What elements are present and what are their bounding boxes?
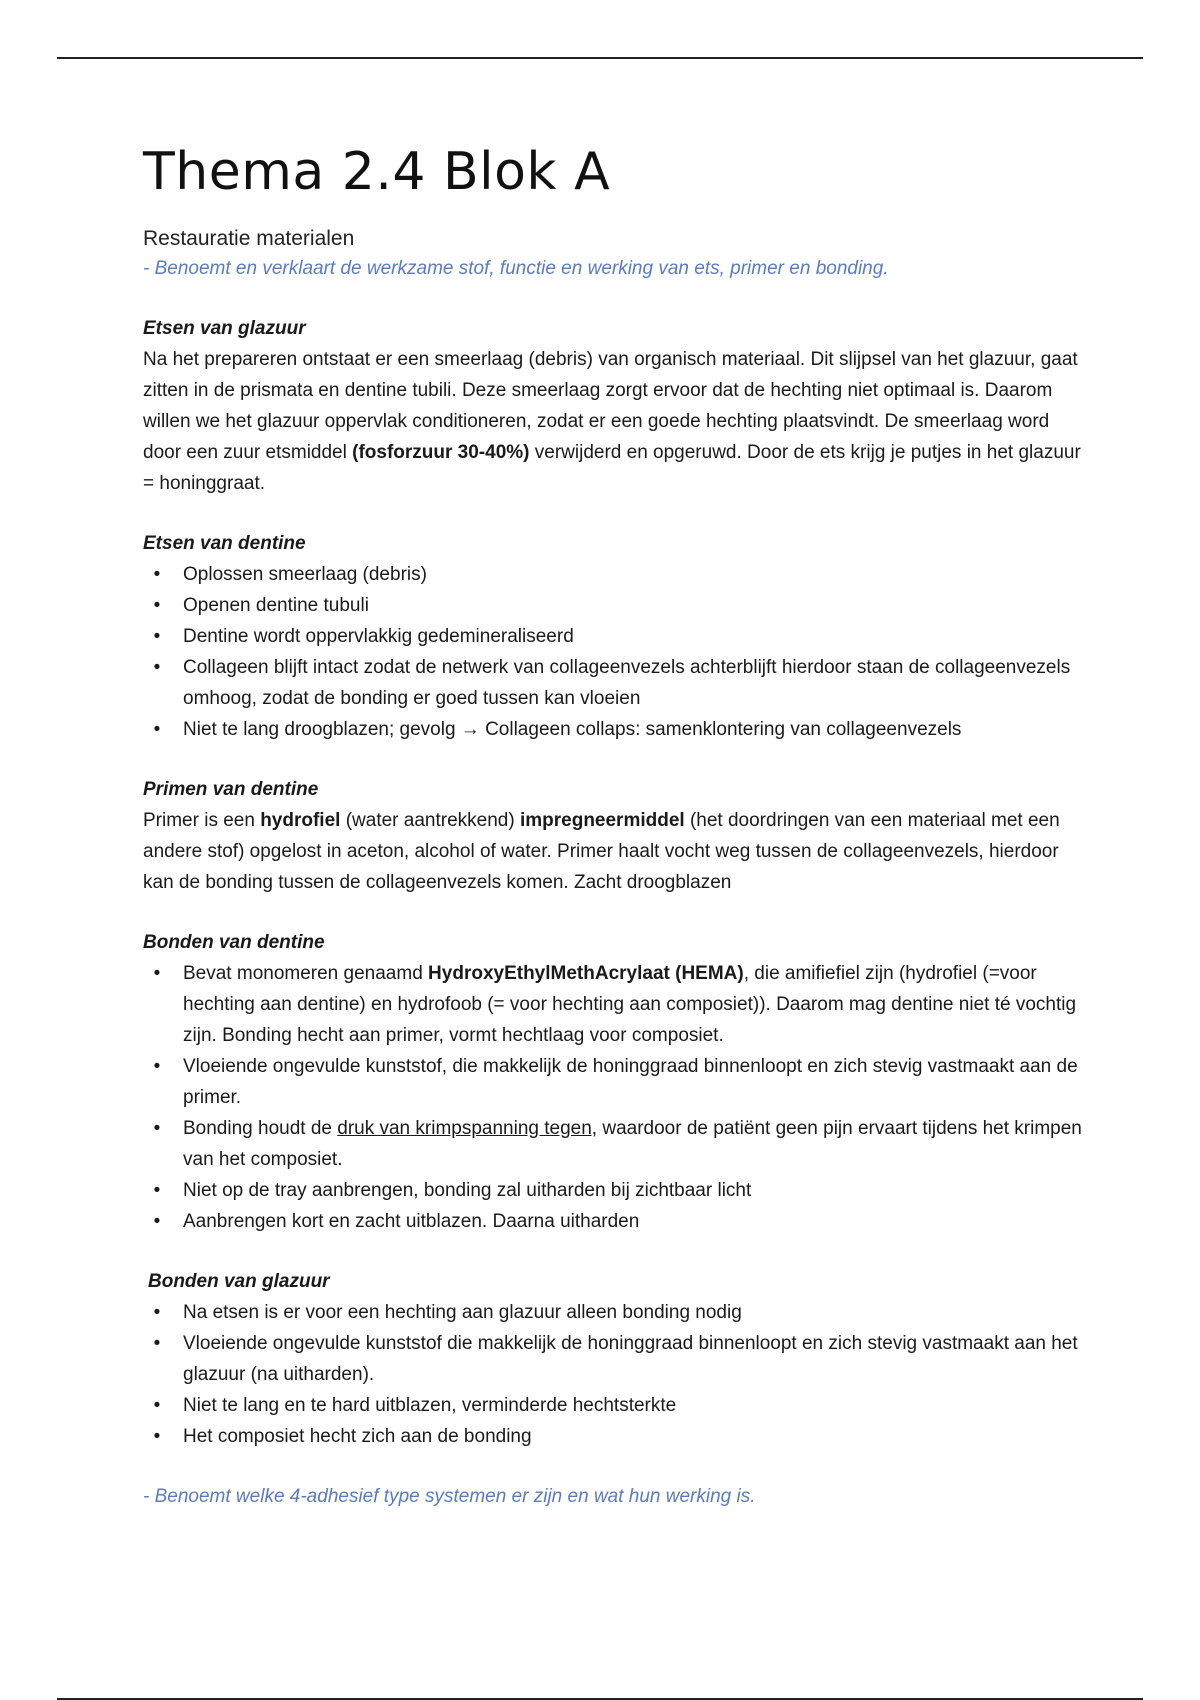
bullet-icon: • bbox=[153, 1333, 161, 1354]
bullet-icon: • bbox=[153, 963, 161, 984]
bullet-icon: • bbox=[153, 1118, 161, 1139]
list-item-text: waardoor de patiënt geen pijn ervaart tijdens het krimpen van het composiet. bbox=[183, 1118, 1082, 1170]
list-item-text: Niet op de tray aanbrengen, bonding zal uitharden bij zichtbaar licht bbox=[183, 1180, 752, 1201]
list-item bbox=[143, 714, 1083, 745]
list-item bbox=[143, 652, 1083, 714]
learning-objective: - Benoemt welke 4-adhesief type systemen er zijn en wat hun werking is. bbox=[143, 1486, 756, 1507]
bullet-icon: • bbox=[153, 719, 161, 740]
section-heading: Primen van dentine bbox=[143, 779, 319, 800]
list-item bbox=[143, 1113, 1083, 1175]
list-item bbox=[143, 1297, 1083, 1328]
list-item-text: Na etsen is er voor een hechting aan glazuur alleen bonding nodig bbox=[183, 1302, 742, 1323]
paragraph-text: Na het prepareren ontstaat er een smeerlaag (debris) van organisch materiaal. Dit slijpsel van het glazuur, gaat zitten in de prismata en dentine tubili. Deze smeerlaag zorgt ervoor dat de hechting niet optimaal is. Daarom willen we het glazuur oppervlak conditioneren, zodat er een goede hechting plaatsvindt. De smeerlaag word door een zuur etsmiddel bbox=[143, 349, 1078, 463]
paragraph-text: verwijderd en opgeruwd. Door de ets krijg je putjes in het glazuur = honinggraat. bbox=[143, 442, 1081, 494]
section-bonden-dentine bbox=[143, 928, 1083, 1237]
list-item-text: Vloeiende ongevulde kunststof die makkelijk de honinggraad binnenloopt en zich stevig vastmaakt aan het glazuur (na uitharden). bbox=[183, 1333, 1078, 1385]
bullet-list bbox=[143, 1297, 1083, 1452]
paragraph-text: (het doordringen van een materiaal met een andere stof) opgelost in aceton, alcohol of water. Primer haalt vocht weg tussen de collageenvezels, hierdoor kan de bonding tussen de collageenvezels komen. Zacht droogblazen bbox=[143, 810, 1060, 893]
list-item-text: Aanbrengen kort en zacht uitblazen. Daarna uitharden bbox=[183, 1211, 640, 1232]
list-item-text: Collageen blijft intact zodat de netwerk van collageenvezels achterblijft hierdoor staan de collageenvezels omhoog, zodat de bonding er goed tussen kan vloeien bbox=[183, 657, 1071, 709]
paragraph-bold-text: hydrofiel bbox=[260, 810, 341, 831]
list-item-underlined-text: druk van krimpspanning tegen, bbox=[337, 1118, 598, 1139]
section-etsen-glazuur bbox=[143, 314, 1083, 499]
list-item bbox=[143, 1328, 1083, 1390]
list-item-text: Niet te lang droogblazen; gevolg → Collageen collaps: samenklontering van collageenvezels bbox=[183, 719, 962, 740]
section-paragraph bbox=[143, 805, 1083, 898]
bullet-icon: • bbox=[153, 1426, 161, 1447]
list-item-text: , die amifiefiel zijn (hydrofiel (=voor hechting aan dentine) en hydrofoob (= voor hechting aan composiet)). Daarom mag dentine niet té vochtig zijn. Bonding hecht aan primer, vormt hechtlaag voor composiet. bbox=[183, 963, 1077, 1046]
list-item-text: Dentine wordt oppervlakkig gedemineraliseerd bbox=[183, 626, 574, 647]
list-item bbox=[143, 1390, 1083, 1421]
bullet-icon: • bbox=[153, 1211, 161, 1232]
section-heading: Etsen van glazuur bbox=[143, 318, 306, 339]
bullet-icon: • bbox=[153, 595, 161, 616]
list-item-text: Bevat monomeren genaamd bbox=[183, 963, 429, 984]
list-item bbox=[143, 1421, 1083, 1452]
section-etsen-dentine bbox=[143, 529, 1083, 745]
list-item bbox=[143, 590, 1083, 621]
bullet-icon: • bbox=[153, 1180, 161, 1201]
list-item-text: Bonding houdt de bbox=[183, 1118, 338, 1139]
list-item-text: Openen dentine tubuli bbox=[183, 595, 369, 616]
paragraph-text: (water aantrekkend) bbox=[340, 810, 520, 831]
document-subtitle: Restauratie materialen bbox=[143, 227, 355, 250]
paragraph-bold-text: impregneermiddel bbox=[519, 810, 685, 831]
list-item bbox=[143, 1206, 1083, 1237]
bullet-icon: • bbox=[153, 1056, 161, 1077]
bullet-icon: • bbox=[153, 1395, 161, 1416]
list-item-text: Het composiet hecht zich aan de bonding bbox=[183, 1426, 532, 1447]
paragraph-bold-text: (fosforzuur 30-40%) bbox=[352, 442, 530, 463]
section-primen-dentine bbox=[143, 775, 1083, 898]
section-paragraph bbox=[143, 344, 1083, 499]
list-item-bold-text: HydroxyEthylMethAcrylaat (HEMA) bbox=[428, 963, 744, 984]
list-item bbox=[143, 559, 1083, 590]
list-item bbox=[143, 1175, 1083, 1206]
bullet-icon: • bbox=[153, 657, 161, 678]
header-rule bbox=[57, 57, 1143, 59]
list-item bbox=[143, 958, 1083, 1051]
document-title: Thema 2.4 Blok A bbox=[143, 142, 611, 202]
list-item-text: Niet te lang en te hard uitblazen, verminderde hechtsterkte bbox=[183, 1395, 677, 1416]
bullet-icon: • bbox=[153, 626, 161, 647]
list-item-text: Oplossen smeerlaag (debris) bbox=[183, 564, 427, 585]
bullet-icon: • bbox=[153, 564, 161, 585]
section-heading: Bonden van dentine bbox=[143, 932, 325, 953]
section-heading: Etsen van dentine bbox=[143, 533, 306, 554]
list-item-text: Vloeiende ongevulde kunststof, die makkelijk de honinggraad binnenloopt en zich stevig vastmaakt aan de primer. bbox=[183, 1056, 1078, 1108]
paragraph-text: Primer is een bbox=[143, 810, 261, 831]
list-item bbox=[143, 621, 1083, 652]
learning-objective: - Benoemt en verklaart de werkzame stof, functie en werking van ets, primer en bonding. bbox=[143, 258, 889, 279]
section-bonden-glazuur bbox=[143, 1267, 1083, 1452]
document-body bbox=[143, 140, 1083, 1512]
bullet-list bbox=[143, 958, 1083, 1237]
bullet-list bbox=[143, 559, 1083, 745]
section-heading: Bonden van glazuur bbox=[148, 1271, 330, 1292]
list-item bbox=[143, 1051, 1083, 1113]
bullet-icon: • bbox=[153, 1302, 161, 1323]
